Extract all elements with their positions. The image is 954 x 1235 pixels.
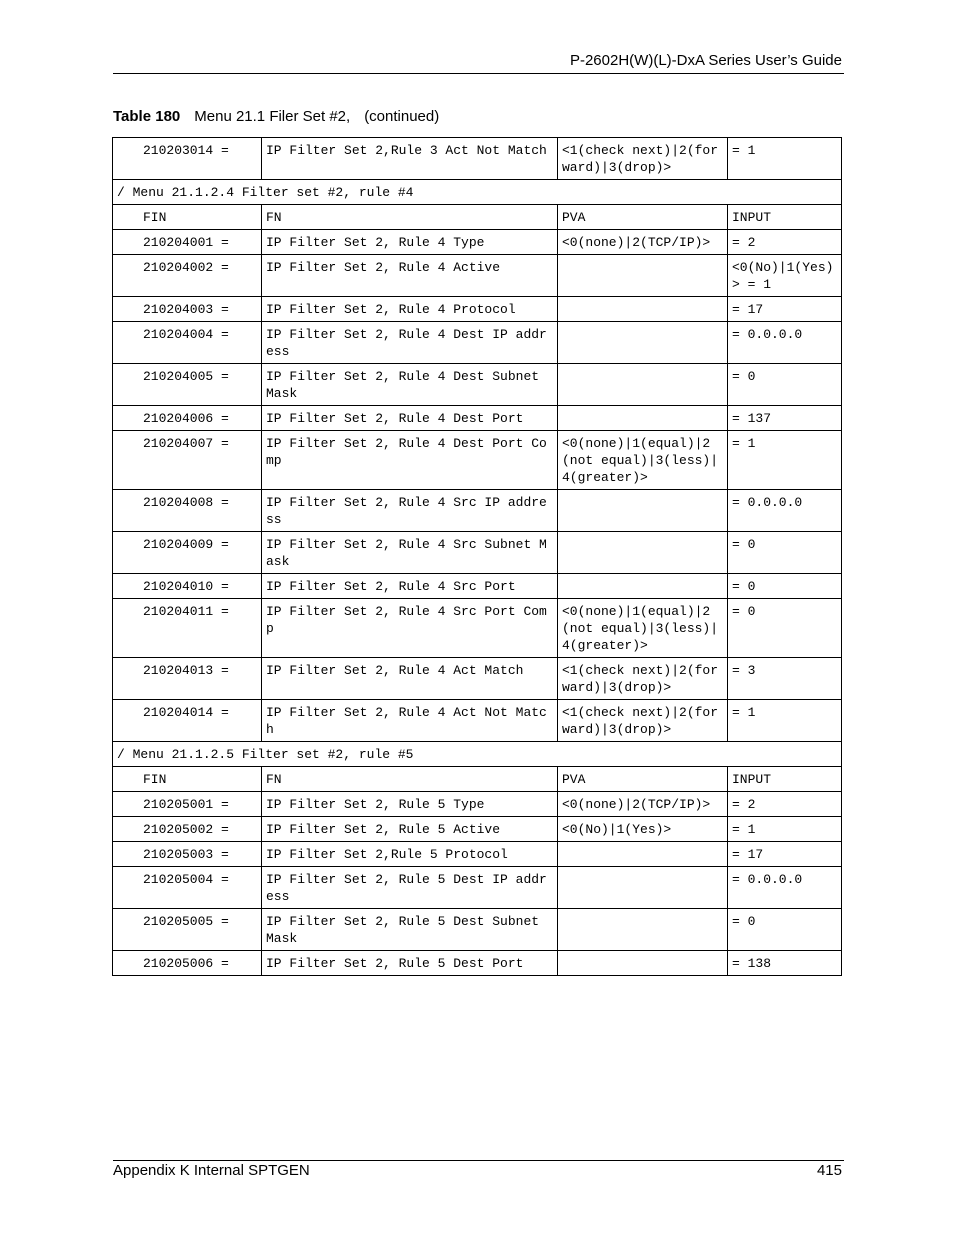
page-number: 415	[816, 1162, 842, 1179]
cell-pva	[558, 364, 728, 406]
cell-input: = 138	[728, 951, 842, 976]
table-row	[113, 867, 842, 909]
cell-pva	[558, 951, 728, 976]
cell-fn: IP Filter Set 2, Rule 4 Act Not Match	[262, 700, 558, 742]
table-row	[113, 792, 842, 817]
cell-fn: IP Filter Set 2,Rule 3 Act Not Match	[262, 138, 558, 180]
cell-input: = 0	[728, 364, 842, 406]
cell-pva	[558, 322, 728, 364]
cell-input: = 3	[728, 658, 842, 700]
cell-input: = 2	[728, 230, 842, 255]
cell-fin: 210204014 =	[113, 700, 262, 742]
cell-fn: IP Filter Set 2, Rule 4 Src Subnet Mask	[262, 532, 558, 574]
table-row	[113, 532, 842, 574]
table-row	[113, 255, 842, 297]
cell-pva	[558, 297, 728, 322]
cell-fin: 210204008 =	[113, 490, 262, 532]
cell-fn: IP Filter Set 2, Rule 4 Dest Port Comp	[262, 431, 558, 490]
cell-fn: IP Filter Set 2, Rule 4 Src Port	[262, 574, 558, 599]
header-cell-fin: FIN	[113, 205, 262, 230]
table-row	[113, 700, 842, 742]
cell-fin: 210204001 =	[113, 230, 262, 255]
cell-input: = 137	[728, 406, 842, 431]
cell-fin: 210204013 =	[113, 658, 262, 700]
table-row	[113, 817, 842, 842]
cell-fin: 210205006 =	[113, 951, 262, 976]
cell-pva	[558, 867, 728, 909]
cell-pva	[558, 909, 728, 951]
sptgen-table-body	[113, 138, 842, 976]
table-row	[113, 599, 842, 658]
cell-input: = 1	[728, 700, 842, 742]
header-cell-pva: PVA	[558, 767, 728, 792]
cell-pva: <0(none)|2(TCP/IP)>	[558, 792, 728, 817]
cell-input: = 0	[728, 909, 842, 951]
cell-input: = 0	[728, 532, 842, 574]
cell-input: = 1	[728, 138, 842, 180]
table-row	[113, 658, 842, 700]
cell-fin: 210204010 =	[113, 574, 262, 599]
cell-pva: <0(none)|1(equal)|2(not equal)|3(less)|4(greater)>	[558, 599, 728, 658]
cell-fn: IP Filter Set 2, Rule 4 Protocol	[262, 297, 558, 322]
footer-section-title: Appendix K Internal SPTGEN	[113, 1162, 310, 1179]
cell-pva: <0(No)|1(Yes)>	[558, 817, 728, 842]
table-row	[113, 364, 842, 406]
table-row	[113, 574, 842, 599]
cell-pva: <0(none)|1(equal)|2(not equal)|3(less)|4(greater)>	[558, 431, 728, 490]
cell-fn: IP Filter Set 2, Rule 4 Dest Subnet Mask	[262, 364, 558, 406]
cell-fin: 210204002 =	[113, 255, 262, 297]
column-header-row	[113, 767, 842, 792]
cell-fin: 210204004 =	[113, 322, 262, 364]
table-row	[113, 951, 842, 976]
cell-fin: 210205004 =	[113, 867, 262, 909]
table-caption-label: Table 180	[113, 108, 181, 125]
cell-fn: IP Filter Set 2, Rule 4 Dest IP address	[262, 322, 558, 364]
cell-fin: 210204003 =	[113, 297, 262, 322]
cell-pva	[558, 490, 728, 532]
cell-input: = 17	[728, 842, 842, 867]
header-cell-input: INPUT	[728, 205, 842, 230]
cell-fin: 210204009 =	[113, 532, 262, 574]
cell-fin: 210205001 =	[113, 792, 262, 817]
cell-fin: 210205005 =	[113, 909, 262, 951]
header-cell-fn: FN	[262, 767, 558, 792]
cell-pva	[558, 406, 728, 431]
table-caption	[113, 108, 439, 125]
cell-fn: IP Filter Set 2, Rule 4 Src Port Comp	[262, 599, 558, 658]
table-caption-title: Menu 21.1 Filer Set #2,	[194, 108, 351, 125]
table-caption-note: (continued)	[364, 108, 440, 125]
table-row	[113, 322, 842, 364]
cell-pva: <1(check next)|2(forward)|3(drop)>	[558, 658, 728, 700]
cell-fn: IP Filter Set 2, Rule 5 Active	[262, 817, 558, 842]
cell-input: = 0	[728, 574, 842, 599]
cell-fn: IP Filter Set 2, Rule 5 Dest IP address	[262, 867, 558, 909]
section-row	[113, 180, 842, 205]
cell-pva: <0(none)|2(TCP/IP)>	[558, 230, 728, 255]
cell-fn: IP Filter Set 2, Rule 4 Active	[262, 255, 558, 297]
cell-fin: 210205002 =	[113, 817, 262, 842]
header-cell-input: INPUT	[728, 767, 842, 792]
cell-input: <0(No)|1(Yes)> = 1	[728, 255, 842, 297]
section-row	[113, 742, 842, 767]
cell-fn: IP Filter Set 2, Rule 4 Src IP address	[262, 490, 558, 532]
table-row	[113, 842, 842, 867]
cell-fin: 210204006 =	[113, 406, 262, 431]
section-title: / Menu 21.1.2.5 Filter set #2, rule #5	[113, 742, 842, 767]
running-header-title: P-2602H(W)(L)-DxA Series User’s Guide	[569, 52, 842, 69]
header-cell-fn: FN	[262, 205, 558, 230]
table-row	[113, 297, 842, 322]
cell-input: = 0	[728, 599, 842, 658]
table-row	[113, 138, 842, 180]
cell-input: = 1	[728, 431, 842, 490]
header-cell-fin: FIN	[113, 767, 262, 792]
cell-fin: 210205003 =	[113, 842, 262, 867]
cell-fn: IP Filter Set 2, Rule 5 Dest Port	[262, 951, 558, 976]
table-row	[113, 431, 842, 490]
table-row	[113, 490, 842, 532]
cell-input: = 2	[728, 792, 842, 817]
cell-pva	[558, 574, 728, 599]
cell-fn: IP Filter Set 2, Rule 5 Type	[262, 792, 558, 817]
column-header-row	[113, 205, 842, 230]
cell-input: = 0.0.0.0	[728, 867, 842, 909]
cell-pva	[558, 842, 728, 867]
section-title: / Menu 21.1.2.4 Filter set #2, rule #4	[113, 180, 842, 205]
cell-fin: 210203014 =	[113, 138, 262, 180]
cell-fin: 210204005 =	[113, 364, 262, 406]
cell-pva	[558, 255, 728, 297]
cell-input: = 1	[728, 817, 842, 842]
cell-fin: 210204011 =	[113, 599, 262, 658]
footer-rule	[113, 1160, 844, 1161]
table-row	[113, 406, 842, 431]
cell-input: = 0.0.0.0	[728, 490, 842, 532]
cell-pva: <1(check next)|2(forward)|3(drop)>	[558, 700, 728, 742]
cell-input: = 0.0.0.0	[728, 322, 842, 364]
cell-fn: IP Filter Set 2, Rule 4 Act Match	[262, 658, 558, 700]
table-row	[113, 230, 842, 255]
cell-pva	[558, 532, 728, 574]
sptgen-table	[112, 137, 842, 976]
cell-fn: IP Filter Set 2, Rule 4 Type	[262, 230, 558, 255]
cell-pva: <1(check next)|2(forward)|3(drop)>	[558, 138, 728, 180]
header-cell-pva: PVA	[558, 205, 728, 230]
cell-input: = 17	[728, 297, 842, 322]
cell-fn: IP Filter Set 2, Rule 5 Dest Subnet Mask	[262, 909, 558, 951]
cell-fn: IP Filter Set 2,Rule 5 Protocol	[262, 842, 558, 867]
table-row	[113, 909, 842, 951]
cell-fn: IP Filter Set 2, Rule 4 Dest Port	[262, 406, 558, 431]
cell-fin: 210204007 =	[113, 431, 262, 490]
header-rule	[113, 73, 844, 74]
